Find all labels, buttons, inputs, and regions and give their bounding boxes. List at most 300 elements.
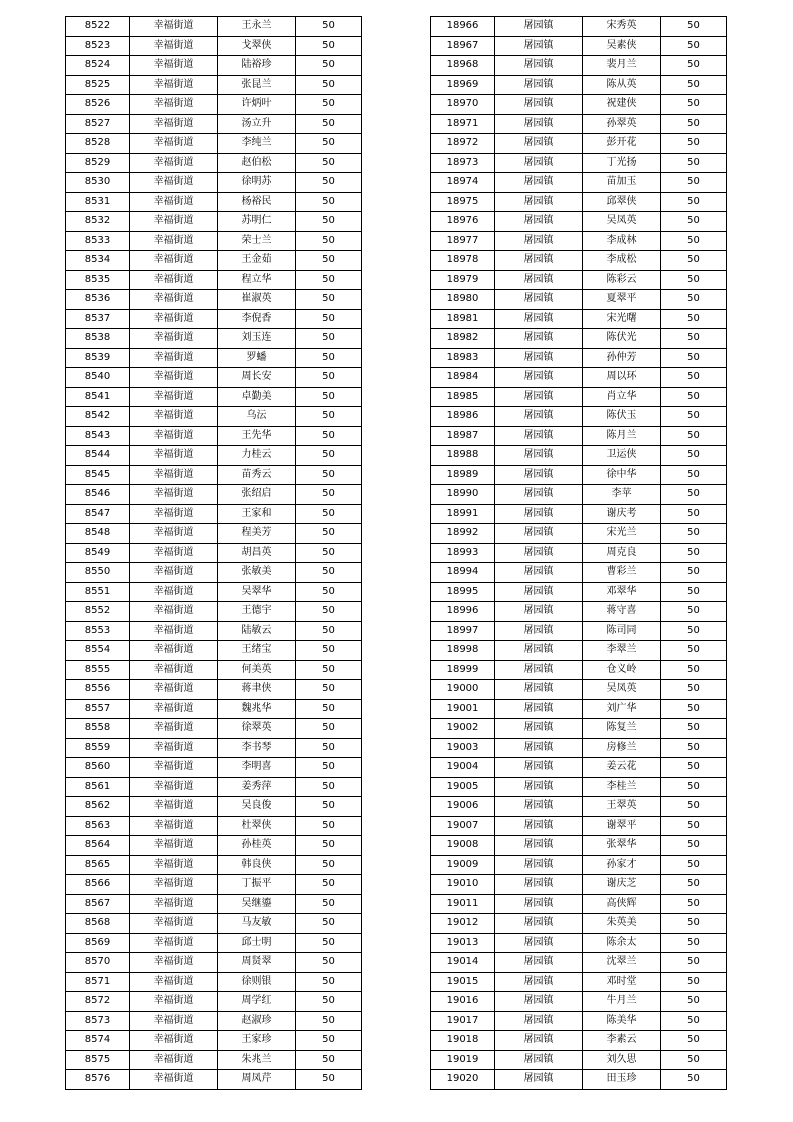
table-row [431,173,727,193]
amount-cell: 50 [296,348,362,368]
amount-cell: 50 [661,17,727,37]
serial-number-cell: 18978 [431,251,495,271]
name-cell: 陈伏玉 [583,407,661,427]
amount-cell: 50 [661,563,727,583]
table-row [66,524,362,544]
table-row [431,251,727,271]
place-cell: 屠园镇 [495,543,583,563]
amount-cell: 50 [296,114,362,134]
amount-cell: 50 [296,641,362,661]
serial-number-cell: 18993 [431,543,495,563]
place-cell: 屠园镇 [495,75,583,95]
serial-number-cell: 8551 [66,582,130,602]
table-row [431,699,727,719]
name-cell: 王家珍 [218,1031,296,1051]
table-row [431,504,727,524]
place-cell: 幸福街道 [130,1070,218,1090]
amount-cell: 50 [296,933,362,953]
amount-cell: 50 [296,426,362,446]
serial-number-cell: 8524 [66,56,130,76]
name-cell: 丁振平 [218,875,296,895]
amount-cell: 50 [661,777,727,797]
amount-cell: 50 [296,368,362,388]
table-row [66,875,362,895]
name-cell: 陈余太 [583,933,661,953]
amount-cell: 50 [661,972,727,992]
place-cell: 屠园镇 [495,134,583,154]
table-row [431,231,727,251]
table-row [431,641,727,661]
amount-cell: 50 [296,387,362,407]
right-table-body [431,17,727,1090]
table-row [431,914,727,934]
name-cell: 宋光曙 [583,309,661,329]
place-cell: 屠园镇 [495,212,583,232]
name-cell: 邱士明 [218,933,296,953]
place-cell: 幸福街道 [130,836,218,856]
amount-cell: 50 [296,738,362,758]
serial-number-cell: 8567 [66,894,130,914]
name-cell: 胡昌英 [218,543,296,563]
serial-number-cell: 18996 [431,602,495,622]
table-row [431,212,727,232]
serial-number-cell: 8539 [66,348,130,368]
amount-cell: 50 [296,719,362,739]
serial-number-cell: 19017 [431,1011,495,1031]
serial-number-cell: 8549 [66,543,130,563]
name-cell: 曹彩兰 [583,563,661,583]
place-cell: 幸福街道 [130,894,218,914]
name-cell: 赵伯松 [218,153,296,173]
place-cell: 幸福街道 [130,465,218,485]
place-cell: 幸福街道 [130,543,218,563]
serial-number-cell: 18994 [431,563,495,583]
place-cell: 屠园镇 [495,699,583,719]
amount-cell: 50 [296,192,362,212]
amount-cell: 50 [296,153,362,173]
serial-number-cell: 18990 [431,485,495,505]
table-row [66,797,362,817]
table-row [66,36,362,56]
serial-number-cell: 19011 [431,894,495,914]
left-table-body [66,17,362,1090]
place-cell: 幸福街道 [130,75,218,95]
serial-number-cell: 19014 [431,953,495,973]
name-cell: 汤立升 [218,114,296,134]
place-cell: 屠园镇 [495,153,583,173]
amount-cell: 50 [661,446,727,466]
name-cell: 徐明苏 [218,173,296,193]
serial-number-cell: 8561 [66,777,130,797]
name-cell: 李苹 [583,485,661,505]
serial-number-cell: 18975 [431,192,495,212]
amount-cell: 50 [661,368,727,388]
table-row [431,816,727,836]
name-cell: 王绪宝 [218,641,296,661]
amount-cell: 50 [296,777,362,797]
amount-cell: 50 [661,719,727,739]
serial-number-cell: 18967 [431,36,495,56]
place-cell: 幸福街道 [130,758,218,778]
table-row [431,602,727,622]
amount-cell: 50 [296,212,362,232]
serial-number-cell: 18981 [431,309,495,329]
name-cell: 谢翠平 [583,816,661,836]
place-cell: 屠园镇 [495,992,583,1012]
amount-cell: 50 [296,465,362,485]
table-row [431,524,727,544]
serial-number-cell: 19010 [431,875,495,895]
table-row [66,134,362,154]
table-row [66,660,362,680]
place-cell: 屠园镇 [495,894,583,914]
name-cell: 姜云花 [583,758,661,778]
amount-cell: 50 [296,953,362,973]
serial-number-cell: 8545 [66,465,130,485]
amount-cell: 50 [296,972,362,992]
name-cell: 程立华 [218,270,296,290]
table-row [431,309,727,329]
name-cell: 陈月兰 [583,426,661,446]
amount-cell: 50 [296,992,362,1012]
name-cell: 张昆兰 [218,75,296,95]
name-cell: 吴凤英 [583,680,661,700]
table-row [66,699,362,719]
place-cell: 幸福街道 [130,621,218,641]
serial-number-cell: 8565 [66,855,130,875]
serial-number-cell: 8533 [66,231,130,251]
table-row [66,173,362,193]
amount-cell: 50 [661,680,727,700]
serial-number-cell: 18991 [431,504,495,524]
place-cell: 屠园镇 [495,641,583,661]
name-cell: 陆敏云 [218,621,296,641]
table-row [431,855,727,875]
table-row [66,95,362,115]
place-cell: 幸福街道 [130,797,218,817]
place-cell: 幸福街道 [130,290,218,310]
amount-cell: 50 [661,329,727,349]
amount-cell: 50 [296,816,362,836]
name-cell: 吴良俊 [218,797,296,817]
serial-number-cell: 8562 [66,797,130,817]
place-cell: 幸福街道 [130,563,218,583]
amount-cell: 50 [296,75,362,95]
place-cell: 幸福街道 [130,329,218,349]
name-cell: 程美芳 [218,524,296,544]
name-cell: 陈复兰 [583,719,661,739]
name-cell: 谢庆考 [583,504,661,524]
table-row [431,1011,727,1031]
name-cell: 孙家才 [583,855,661,875]
name-cell: 刘久思 [583,1050,661,1070]
amount-cell: 50 [296,231,362,251]
table-row [66,485,362,505]
amount-cell: 50 [296,36,362,56]
name-cell: 张翠华 [583,836,661,856]
serial-number-cell: 8544 [66,446,130,466]
place-cell: 屠园镇 [495,680,583,700]
serial-number-cell: 8523 [66,36,130,56]
amount-cell: 50 [296,56,362,76]
table-row [431,17,727,37]
serial-number-cell: 8542 [66,407,130,427]
amount-cell: 50 [661,738,727,758]
serial-number-cell: 18974 [431,173,495,193]
name-cell: 李翠兰 [583,641,661,661]
name-cell: 李桂兰 [583,777,661,797]
place-cell: 幸福街道 [130,641,218,661]
name-cell: 许炳叶 [218,95,296,115]
amount-cell: 50 [661,114,727,134]
serial-number-cell: 18966 [431,17,495,37]
serial-number-cell: 18972 [431,134,495,154]
name-cell: 王先华 [218,426,296,446]
amount-cell: 50 [661,816,727,836]
table-row [431,407,727,427]
place-cell: 屠园镇 [495,407,583,427]
table-row [431,368,727,388]
amount-cell: 50 [661,56,727,76]
name-cell: 高侠辉 [583,894,661,914]
place-cell: 幸福街道 [130,719,218,739]
table-row [431,387,727,407]
serial-number-cell: 18998 [431,641,495,661]
amount-cell: 50 [661,543,727,563]
place-cell: 幸福街道 [130,504,218,524]
serial-number-cell: 8529 [66,153,130,173]
amount-cell: 50 [661,1070,727,1090]
table-row [431,95,727,115]
name-cell: 乌沄 [218,407,296,427]
table-row [66,621,362,641]
amount-cell: 50 [661,270,727,290]
name-cell: 陈从英 [583,75,661,95]
name-cell: 韩良侠 [218,855,296,875]
place-cell: 幸福街道 [130,972,218,992]
name-cell: 陈伏光 [583,329,661,349]
serial-number-cell: 8553 [66,621,130,641]
serial-number-cell: 8527 [66,114,130,134]
place-cell: 幸福街道 [130,855,218,875]
place-cell: 屠园镇 [495,504,583,524]
place-cell: 屠园镇 [495,758,583,778]
place-cell: 屠园镇 [495,17,583,37]
serial-number-cell: 8530 [66,173,130,193]
place-cell: 幸福街道 [130,992,218,1012]
table-row [66,680,362,700]
serial-number-cell: 8554 [66,641,130,661]
place-cell: 幸福街道 [130,36,218,56]
place-cell: 屠园镇 [495,36,583,56]
name-cell: 张敏美 [218,563,296,583]
name-cell: 崔淑英 [218,290,296,310]
amount-cell: 50 [296,446,362,466]
amount-cell: 50 [661,173,727,193]
name-cell: 周克良 [583,543,661,563]
table-row [66,719,362,739]
table-row [66,504,362,524]
serial-number-cell: 8563 [66,816,130,836]
amount-cell: 50 [661,699,727,719]
table-row [66,465,362,485]
table-row [431,621,727,641]
place-cell: 幸福街道 [130,426,218,446]
amount-cell: 50 [661,290,727,310]
amount-cell: 50 [296,797,362,817]
amount-cell: 50 [661,134,727,154]
amount-cell: 50 [296,914,362,934]
name-cell: 杜翠侠 [218,816,296,836]
table-row [66,1011,362,1031]
table-row [66,758,362,778]
serial-number-cell: 19007 [431,816,495,836]
serial-number-cell: 8547 [66,504,130,524]
place-cell: 屠园镇 [495,875,583,895]
name-cell: 周以环 [583,368,661,388]
name-cell: 李成林 [583,231,661,251]
left-table [65,16,362,1090]
table-row [431,114,727,134]
amount-cell: 50 [661,426,727,446]
place-cell: 屠园镇 [495,953,583,973]
place-cell: 幸福街道 [130,368,218,388]
serial-number-cell: 8546 [66,485,130,505]
serial-number-cell: 8576 [66,1070,130,1090]
amount-cell: 50 [296,524,362,544]
place-cell: 幸福街道 [130,153,218,173]
name-cell: 蒋聿侠 [218,680,296,700]
name-cell: 王家和 [218,504,296,524]
amount-cell: 50 [296,855,362,875]
amount-cell: 50 [296,758,362,778]
amount-cell: 50 [661,75,727,95]
table-row [431,797,727,817]
amount-cell: 50 [661,758,727,778]
table-row [66,602,362,622]
table-row [66,231,362,251]
name-cell: 李素云 [583,1031,661,1051]
serial-number-cell: 18971 [431,114,495,134]
amount-cell: 50 [296,1031,362,1051]
table-row [66,114,362,134]
place-cell: 屠园镇 [495,114,583,134]
amount-cell: 50 [296,1050,362,1070]
amount-cell: 50 [661,602,727,622]
name-cell: 苗秀云 [218,465,296,485]
table-row [431,894,727,914]
serial-number-cell: 8526 [66,95,130,115]
name-cell: 肖立华 [583,387,661,407]
name-cell: 周凤芹 [218,1070,296,1090]
place-cell: 屠园镇 [495,173,583,193]
serial-number-cell: 8575 [66,1050,130,1070]
serial-number-cell: 8558 [66,719,130,739]
name-cell: 李成松 [583,251,661,271]
table-row [66,855,362,875]
serial-number-cell: 8550 [66,563,130,583]
place-cell: 幸福街道 [130,212,218,232]
table-row [431,719,727,739]
table-row [431,153,727,173]
place-cell: 幸福街道 [130,348,218,368]
place-cell: 幸福街道 [130,777,218,797]
amount-cell: 50 [661,192,727,212]
name-cell: 谢庆芝 [583,875,661,895]
table-row [431,485,727,505]
name-cell: 祝建侠 [583,95,661,115]
serial-number-cell: 19001 [431,699,495,719]
name-cell: 刘广华 [583,699,661,719]
name-cell: 吴继鎏 [218,894,296,914]
name-cell: 陈彩云 [583,270,661,290]
place-cell: 幸福街道 [130,309,218,329]
place-cell: 幸福街道 [130,446,218,466]
table-row [431,290,727,310]
amount-cell: 50 [661,524,727,544]
amount-cell: 50 [296,680,362,700]
name-cell: 吴素侠 [583,36,661,56]
serial-number-cell: 8543 [66,426,130,446]
place-cell: 屠园镇 [495,251,583,271]
place-cell: 屠园镇 [495,621,583,641]
serial-number-cell: 8525 [66,75,130,95]
table-row [66,641,362,661]
serial-number-cell: 8573 [66,1011,130,1031]
place-cell: 幸福街道 [130,231,218,251]
table-row [66,1031,362,1051]
place-cell: 幸福街道 [130,1011,218,1031]
name-cell: 刘玉连 [218,329,296,349]
serial-number-cell: 8556 [66,680,130,700]
serial-number-cell: 8534 [66,251,130,271]
serial-number-cell: 19019 [431,1050,495,1070]
amount-cell: 50 [661,348,727,368]
serial-number-cell: 8572 [66,992,130,1012]
amount-cell: 50 [296,309,362,329]
place-cell: 幸福街道 [130,524,218,544]
name-cell: 蒋守喜 [583,602,661,622]
place-cell: 屠园镇 [495,719,583,739]
place-cell: 屠园镇 [495,914,583,934]
place-cell: 幸福街道 [130,17,218,37]
table-row [431,465,727,485]
place-cell: 屠园镇 [495,777,583,797]
name-cell: 邱翠侠 [583,192,661,212]
name-cell: 戈翠侠 [218,36,296,56]
amount-cell: 50 [661,36,727,56]
place-cell: 屠园镇 [495,95,583,115]
serial-number-cell: 18986 [431,407,495,427]
name-cell: 彭开花 [583,134,661,154]
serial-number-cell: 18997 [431,621,495,641]
table-row [66,407,362,427]
place-cell: 屠园镇 [495,582,583,602]
table-row [66,348,362,368]
place-cell: 幸福街道 [130,95,218,115]
name-cell: 罗蟠 [218,348,296,368]
place-cell: 屠园镇 [495,660,583,680]
table-row [431,777,727,797]
table-row [66,933,362,953]
serial-number-cell: 18976 [431,212,495,232]
amount-cell: 50 [661,231,727,251]
amount-cell: 50 [296,894,362,914]
place-cell: 屠园镇 [495,387,583,407]
amount-cell: 50 [661,504,727,524]
amount-cell: 50 [296,1011,362,1031]
serial-number-cell: 8548 [66,524,130,544]
